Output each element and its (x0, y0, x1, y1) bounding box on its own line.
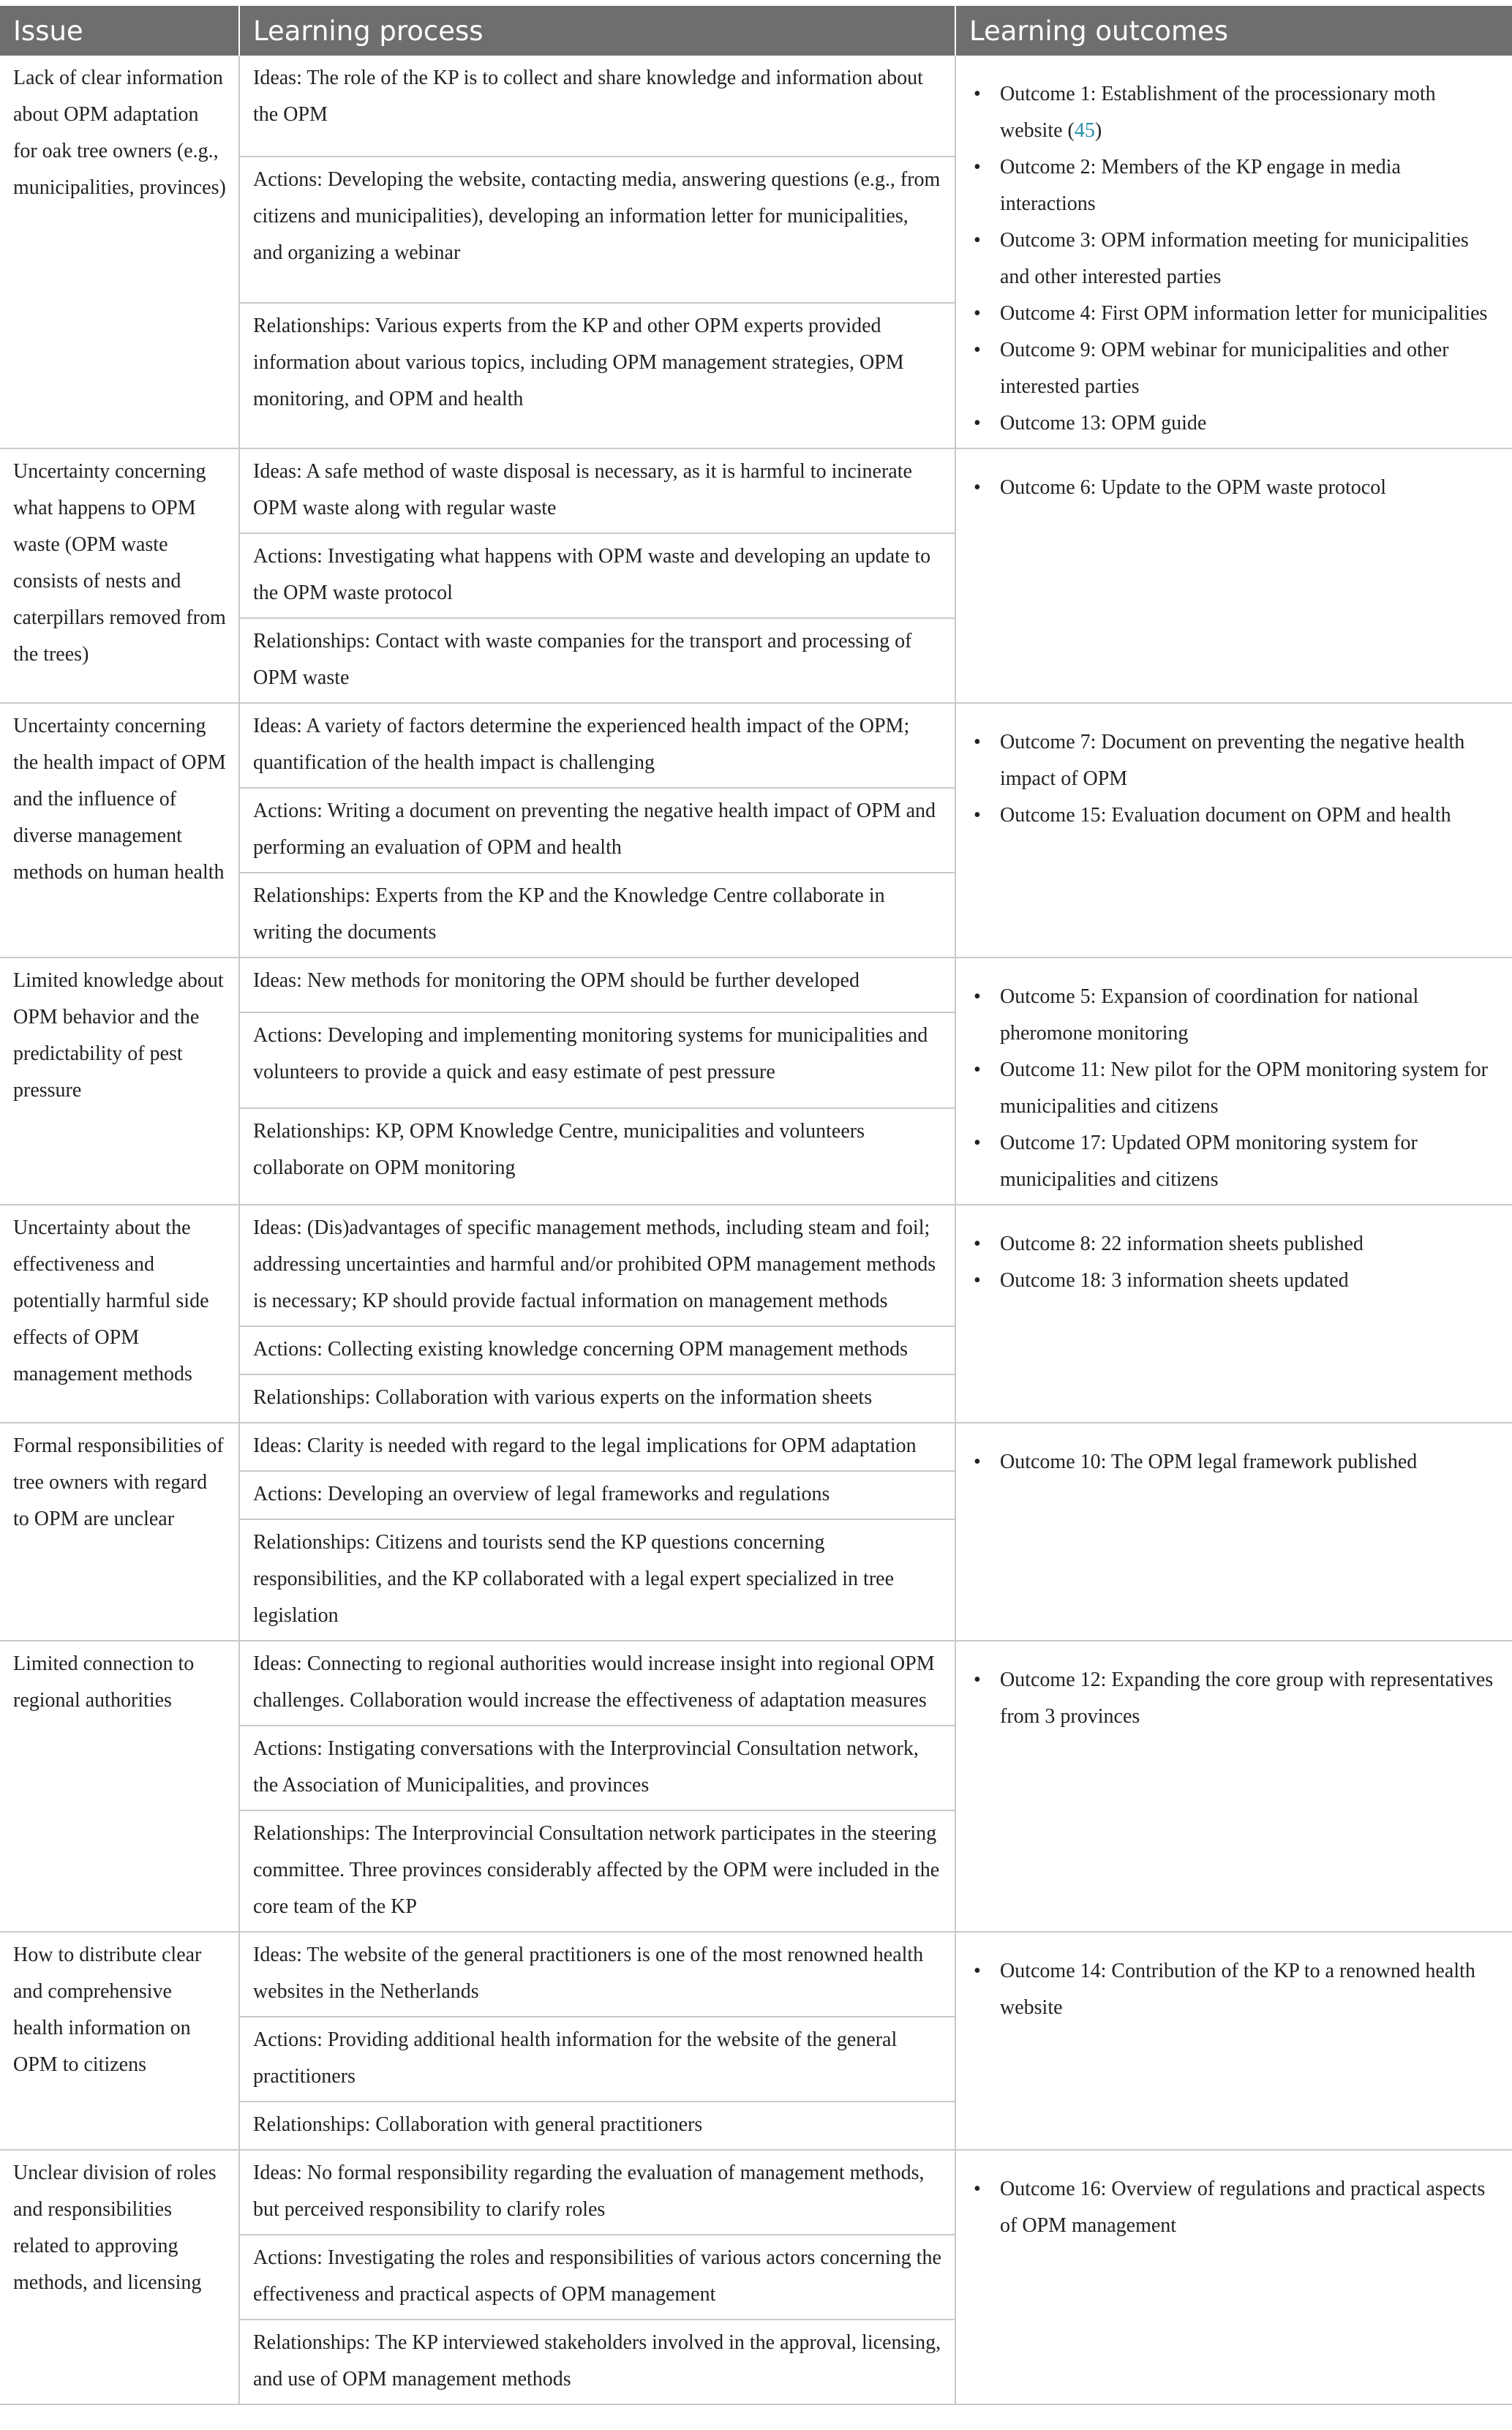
outcomes-list (969, 76, 1500, 442)
table-row (0, 448, 1512, 533)
learning-process-cell: Ideas: (Dis)advantages of specific management methods, including steam and foil; addressing uncertainties and harmful and/or prohibited OPM management methods is necessary; KP should provide factual information on management methods (239, 1205, 955, 1326)
outcomes-list (969, 470, 1500, 506)
learning-process-cell: Relationships: The Interprovincial Consultation network participates in the steering committee. Three provinces considerably affected by the OPM were included in the core team of the KP (239, 1810, 955, 1932)
outcome-item: • Outcome 2: Members of the KP engage in media interactions (1000, 149, 1500, 222)
table-row (0, 703, 1512, 788)
outcome-item: • Outcome 12: Expanding the core group with representatives from 3 provinces (1000, 1662, 1500, 1735)
learning-process-cell: Ideas: No formal responsibility regarding the evaluation of management methods, but perceived responsibility to clarify roles (239, 2150, 955, 2235)
outcome-item: • Outcome 1: Establishment of the processionary moth website (45) (1000, 76, 1500, 149)
header-row (0, 6, 1512, 56)
outcome-item: • Outcome 11: New pilot for the OPM monitoring system for municipalities and citizens (1000, 1052, 1500, 1125)
outcomes-list (969, 1953, 1500, 2026)
outcomes-list (969, 1226, 1500, 1299)
learning-process-cell: Relationships: The KP interviewed stakeholders involved in the approval, licensing, and use of OPM management methods (239, 2320, 955, 2404)
learning-process-cell: Actions: Developing and implementing monitoring systems for municipalities and volunteers to provide a quick and easy estimate of pest pressure (239, 1012, 955, 1109)
outcome-item: • Outcome 13: OPM guide (1000, 405, 1500, 442)
outcomes-cell (955, 958, 1512, 1205)
learning-process-cell: Actions: Developing the website, contacting media, answering questions (e.g., from citizens and municipalities), developing an information letter for municipalities, and organizing a webinar (239, 157, 955, 302)
issue-cell: Limited knowledge about OPM behavior and the predictability of pest pressure (0, 958, 239, 1205)
outcome-item: • Outcome 3: OPM information meeting for municipalities and other interested parties (1000, 222, 1500, 296)
learning-process-cell: Actions: Providing additional health information for the website of the general practitioners (239, 2017, 955, 2102)
learning-process-cell: Actions: Instigating conversations with the Interprovincial Consultation network, the Association of Municipalities, and provinces (239, 1726, 955, 1810)
learning-process-cell: Actions: Developing an overview of legal frameworks and regulations (239, 1471, 955, 1519)
learning-process-cell: Ideas: A variety of factors determine the experienced health impact of the OPM; quantification of the health impact is challenging (239, 703, 955, 788)
table-body (0, 56, 1512, 2404)
table-row (0, 1932, 1512, 2017)
issue-cell: Formal responsibilities of tree owners with regard to OPM are unclear (0, 1423, 239, 1641)
outcomes-cell (955, 448, 1512, 703)
header-learning-process: Learning process (239, 6, 955, 56)
table-row (0, 1205, 1512, 1326)
learning-process-cell: Ideas: Clarity is needed with regard to the legal implications for OPM adaptation (239, 1423, 955, 1471)
issue-cell: Lack of clear information about OPM adaptation for oak tree owners (e.g., municipalities, provinces) (0, 56, 239, 448)
outcome-item: • Outcome 8: 22 information sheets published (1000, 1226, 1500, 1263)
learning-process-cell: Relationships: Contact with waste companies for the transport and processing of OPM waste (239, 618, 955, 703)
outcome-item: • Outcome 7: Document on preventing the negative health impact of OPM (1000, 724, 1500, 797)
outcome-item: • Outcome 18: 3 information sheets updated (1000, 1263, 1500, 1299)
learning-process-cell: Actions: Collecting existing knowledge concerning OPM management methods (239, 1326, 955, 1374)
outcomes-cell (955, 1932, 1512, 2150)
learning-process-cell: Actions: Investigating what happens with OPM waste and developing an update to the OPM waste protocol (239, 533, 955, 618)
outcomes-cell (955, 703, 1512, 958)
table-row (0, 2150, 1512, 2235)
outcomes-list (969, 979, 1500, 1198)
issue-cell: Uncertainty concerning what happens to OPM waste (OPM waste consists of nests and caterpillars removed from the trees) (0, 448, 239, 703)
learning-table (0, 6, 1512, 2405)
header-learning-outcomes: Learning outcomes (955, 6, 1512, 56)
outcome-item: • Outcome 5: Expansion of coordination for national pheromone monitoring (1000, 979, 1500, 1052)
outcomes-cell (955, 1205, 1512, 1423)
issue-cell: Unclear division of roles and responsibilities related to approving methods, and licensing (0, 2150, 239, 2404)
table-row (0, 958, 1512, 1012)
learning-process-cell: Relationships: Various experts from the KP and other OPM experts provided information about various topics, including OPM management strategies, OPM monitoring, and OPM and health (239, 303, 955, 448)
outcomes-cell (955, 1641, 1512, 1932)
outcome-item: • Outcome 6: Update to the OPM waste protocol (1000, 470, 1500, 506)
outcome-item: • Outcome 9: OPM webinar for municipalities and other interested parties (1000, 332, 1500, 405)
outcome-item: • Outcome 4: First OPM information letter for municipalities (1000, 296, 1500, 332)
outcome-item: • Outcome 16: Overview of regulations and practical aspects of OPM management (1000, 2171, 1500, 2244)
outcomes-list (969, 724, 1500, 834)
issue-cell: Uncertainty concerning the health impact of OPM and the influence of diverse management methods on human health (0, 703, 239, 958)
outcomes-list (969, 1444, 1500, 1481)
outcomes-list (969, 2171, 1500, 2244)
table-row (0, 1641, 1512, 1726)
learning-process-cell: Relationships: Collaboration with various experts on the information sheets (239, 1374, 955, 1423)
learning-process-cell: Ideas: The role of the KP is to collect and share knowledge and information about the OPM (239, 56, 955, 157)
outcome-item: • Outcome 14: Contribution of the KP to a renowned health website (1000, 1953, 1500, 2026)
reference-link[interactable]: 45 (1074, 119, 1095, 142)
outcomes-list (969, 1662, 1500, 1735)
learning-process-cell: Relationships: Collaboration with general practitioners (239, 2102, 955, 2150)
learning-process-cell: Actions: Investigating the roles and responsibilities of various actors concerning the effectiveness and practical aspects of OPM management (239, 2235, 955, 2320)
learning-process-cell: Ideas: New methods for monitoring the OPM should be further developed (239, 958, 955, 1012)
learning-process-cell: Ideas: A safe method of waste disposal is necessary, as it is harmful to incinerate OPM waste along with regular waste (239, 448, 955, 533)
outcomes-cell (955, 2150, 1512, 2404)
learning-process-cell: Ideas: Connecting to regional authorities would increase insight into regional OPM challenges. Collaboration would increase the effectiveness of adaptation measures (239, 1641, 955, 1726)
table-row (0, 56, 1512, 157)
learning-process-cell: Ideas: The website of the general practitioners is one of the most renowned health websites in the Netherlands (239, 1932, 955, 2017)
learning-process-cell: Actions: Writing a document on preventing the negative health impact of OPM and performing an evaluation of OPM and health (239, 788, 955, 873)
outcomes-cell (955, 1423, 1512, 1641)
outcome-item: • Outcome 15: Evaluation document on OPM and health (1000, 797, 1500, 834)
issue-cell: Uncertainty about the effectiveness and potentially harmful side effects of OPM management methods (0, 1205, 239, 1423)
learning-process-cell: Relationships: KP, OPM Knowledge Centre, municipalities and volunteers collaborate on OPM monitoring (239, 1108, 955, 1205)
table-row (0, 1423, 1512, 1471)
issue-cell: How to distribute clear and comprehensive health information on OPM to citizens (0, 1932, 239, 2150)
learning-process-cell: Relationships: Experts from the KP and the Knowledge Centre collaborate in writing the documents (239, 873, 955, 958)
outcome-item: • Outcome 17: Updated OPM monitoring system for municipalities and citizens (1000, 1125, 1500, 1198)
outcome-item: • Outcome 10: The OPM legal framework published (1000, 1444, 1500, 1481)
issue-cell: Limited connection to regional authorities (0, 1641, 239, 1932)
header-issue: Issue (0, 6, 239, 56)
outcomes-cell (955, 56, 1512, 448)
learning-process-cell: Relationships: Citizens and tourists send the KP questions concerning responsibilities, and the KP collaborated with a legal expert specialized in tree legislation (239, 1519, 955, 1641)
